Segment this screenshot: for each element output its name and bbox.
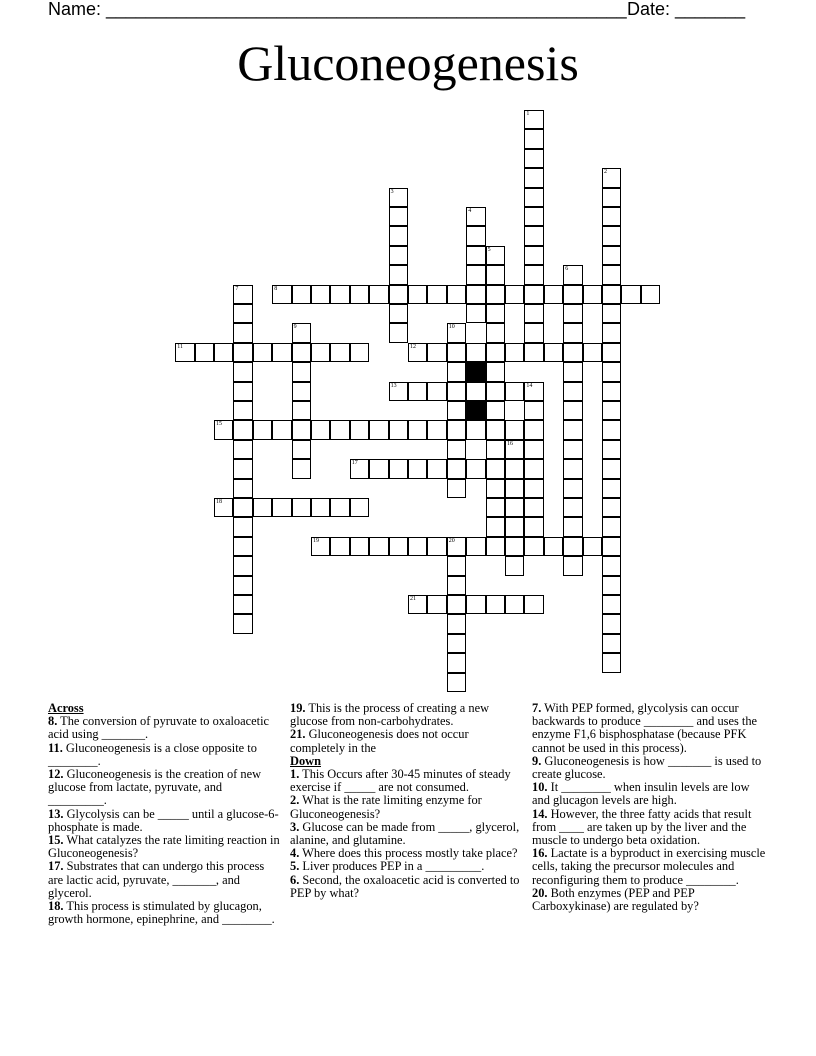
- clue-number: 10: [448, 324, 455, 331]
- down-heading: Down: [290, 753, 321, 768]
- grid-cell[interactable]: [447, 634, 466, 653]
- grid-cell[interactable]: [602, 343, 621, 362]
- grid-cell[interactable]: [466, 459, 485, 478]
- grid-cell[interactable]: [563, 459, 582, 478]
- grid-cell[interactable]: [427, 382, 446, 401]
- grid-cell[interactable]: [486, 479, 505, 498]
- grid-cell[interactable]: [466, 537, 485, 556]
- grid-cell[interactable]: [427, 285, 446, 304]
- grid-cell[interactable]: [292, 285, 311, 304]
- clue-across-15: 15. What catalyzes the rate limiting reaction in Gluconeogenesis?: [48, 833, 280, 861]
- grid-cell[interactable]: [486, 265, 505, 284]
- grid-cell[interactable]: [563, 440, 582, 459]
- grid-cell[interactable]: [408, 595, 427, 614]
- grid-cell[interactable]: [583, 285, 602, 304]
- grid-cell[interactable]: [524, 382, 543, 401]
- grid-cell[interactable]: [389, 382, 408, 401]
- grid-cell[interactable]: [330, 343, 349, 362]
- grid-cell[interactable]: [350, 537, 369, 556]
- clue-number: 14: [526, 382, 533, 389]
- grid-cell[interactable]: [563, 343, 582, 362]
- grid-cell[interactable]: [447, 459, 466, 478]
- grid-cell[interactable]: [602, 246, 621, 265]
- grid-cell[interactable]: [563, 401, 582, 420]
- grid-cell[interactable]: [602, 382, 621, 401]
- grid-cell[interactable]: [486, 323, 505, 342]
- grid-cell[interactable]: [447, 323, 466, 342]
- grid-cell[interactable]: [389, 265, 408, 284]
- grid-cell[interactable]: [253, 343, 272, 362]
- grid-cell[interactable]: [505, 517, 524, 536]
- clue-across-18: 18. This process is stimulated by glucagon, growth hormone, epinephrine, and ________.: [48, 899, 275, 927]
- grid-cell[interactable]: [447, 382, 466, 401]
- grid-cell[interactable]: [427, 420, 446, 439]
- grid-cell[interactable]: [621, 285, 640, 304]
- grid-cell[interactable]: [408, 343, 427, 362]
- grid-cell[interactable]: [292, 382, 311, 401]
- clue-number: 9: [293, 324, 297, 331]
- grid-black-cell: [466, 362, 485, 381]
- grid-cell[interactable]: [292, 498, 311, 517]
- grid-cell[interactable]: [466, 285, 485, 304]
- clue-number: 1: [526, 111, 530, 117]
- grid-cell[interactable]: [466, 265, 485, 284]
- grid-cell[interactable]: [408, 420, 427, 439]
- clue-number: 15: [216, 421, 222, 428]
- grid-cell[interactable]: [292, 343, 311, 362]
- grid-cell[interactable]: [233, 459, 252, 478]
- grid-cell[interactable]: [505, 343, 524, 362]
- grid-cell[interactable]: [233, 556, 252, 575]
- grid-cell[interactable]: [486, 343, 505, 362]
- grid-cell[interactable]: [524, 110, 543, 129]
- grid-cell[interactable]: [524, 323, 543, 342]
- grid-cell[interactable]: [233, 537, 252, 556]
- grid-cell[interactable]: [486, 498, 505, 517]
- grid-cell[interactable]: [486, 304, 505, 323]
- clue-across-21: 21. Gluconeogenesis does not occur completely in the: [290, 727, 469, 755]
- grid-cell[interactable]: [563, 304, 582, 323]
- clue-number: 12: [410, 343, 416, 350]
- clue-across-19: 19. This is the process of creating a new glucose from non-carbohydrates.: [290, 701, 490, 729]
- grid-cell[interactable]: [233, 382, 252, 401]
- grid-cell[interactable]: [427, 459, 446, 478]
- grid-cell[interactable]: [311, 498, 330, 517]
- grid-cell[interactable]: [544, 285, 563, 304]
- grid-cell[interactable]: [175, 343, 194, 362]
- grid-cell[interactable]: [505, 459, 524, 478]
- clue-number: 3: [390, 188, 394, 195]
- grid-cell[interactable]: [447, 440, 466, 459]
- grid-cell[interactable]: [447, 343, 466, 362]
- clue-column-2: [290, 702, 526, 900]
- clue-down-1: 1. This Occurs after 30-45 minutes of steady exercise if _____ are not consumed.: [290, 767, 511, 795]
- grid-cell[interactable]: [524, 304, 543, 323]
- grid-cell[interactable]: [233, 401, 252, 420]
- grid-cell[interactable]: [330, 498, 349, 517]
- clue-down-10: 10. It ________ when insulin levels are low and glucagon levels are high.: [532, 780, 750, 808]
- grid-black-cell: [466, 401, 485, 420]
- grid-cell[interactable]: [486, 362, 505, 381]
- grid-cell[interactable]: [447, 420, 466, 439]
- grid-cell[interactable]: [427, 537, 446, 556]
- clue-down-14: 14. However, the three fatty acids that result from ____ are taken up by the liver and the muscle to undergo beta oxidation.: [532, 806, 752, 848]
- grid-cell[interactable]: [524, 265, 543, 284]
- grid-cell[interactable]: [505, 498, 524, 517]
- grid-cell[interactable]: [486, 285, 505, 304]
- clue-down-7: 7. With PEP formed, glycolysis can occur backwards to produce ________ and uses the enzyme F1,6 bisphosphatase (because PFK cannot be used in this process).: [532, 701, 758, 755]
- grid-cell[interactable]: [602, 595, 621, 614]
- grid-cell[interactable]: [524, 207, 543, 226]
- grid-cell[interactable]: [524, 246, 543, 265]
- grid-cell[interactable]: [233, 285, 252, 304]
- clue-down-6: 6. Second, the oxaloacetic acid is converted to PEP by what?: [290, 872, 520, 900]
- clue-column-3: [532, 702, 768, 913]
- grid-cell[interactable]: [602, 226, 621, 245]
- grid-cell[interactable]: [602, 168, 621, 187]
- grid-cell[interactable]: [408, 285, 427, 304]
- grid-cell[interactable]: [350, 498, 369, 517]
- grid-cell[interactable]: [486, 401, 505, 420]
- grid-cell[interactable]: [602, 556, 621, 575]
- grid-cell[interactable]: [524, 595, 543, 614]
- clue-across-12: 12. Gluconeogenesis is the creation of new glucose from lactate, pyruvate, and _________.: [48, 767, 262, 808]
- grid-cell[interactable]: [350, 420, 369, 439]
- grid-cell[interactable]: [505, 595, 524, 614]
- grid-cell[interactable]: [389, 323, 408, 342]
- grid-cell[interactable]: [369, 537, 388, 556]
- grid-cell[interactable]: [389, 459, 408, 478]
- grid-cell[interactable]: [447, 556, 466, 575]
- grid-cell[interactable]: [524, 168, 543, 187]
- grid-cell[interactable]: [524, 440, 543, 459]
- grid-cell[interactable]: [466, 207, 485, 226]
- clue-number: 2: [604, 169, 607, 176]
- grid-cell[interactable]: [233, 440, 252, 459]
- grid-cell[interactable]: [389, 188, 408, 207]
- grid-cell[interactable]: [486, 537, 505, 556]
- page-title: Gluconeogenesis: [237, 35, 579, 91]
- clue-number: 18: [216, 499, 222, 505]
- clue-number: 13: [390, 382, 397, 389]
- grid-cell[interactable]: [544, 343, 563, 362]
- grid-cell[interactable]: [524, 498, 543, 517]
- grid-cell[interactable]: [272, 420, 291, 439]
- clue-number: 17: [351, 460, 358, 467]
- clue-across-17: 17. Substrates that can undergo this process are lactic acid, pyruvate, _______, and glycerol.: [48, 859, 265, 900]
- grid-cell[interactable]: [563, 285, 582, 304]
- grid-cell[interactable]: [233, 479, 252, 498]
- grid-cell[interactable]: [272, 498, 291, 517]
- grid-cell[interactable]: [524, 401, 543, 420]
- grid-cell[interactable]: [214, 420, 233, 439]
- date-field[interactable]: Date: _______: [627, 0, 746, 19]
- clue-down-5: 5. Liver produces PEP in a _________.: [290, 859, 485, 874]
- grid-cell[interactable]: [544, 537, 563, 556]
- grid-cell[interactable]: [602, 440, 621, 459]
- grid-cell[interactable]: [602, 498, 621, 517]
- grid-cell[interactable]: [602, 265, 621, 284]
- clue-number: 8: [274, 285, 278, 292]
- grid-cell[interactable]: [447, 576, 466, 595]
- grid-cell[interactable]: [408, 537, 427, 556]
- clue-number: 7: [235, 285, 239, 292]
- grid-cell[interactable]: [486, 459, 505, 478]
- grid-cell[interactable]: [195, 343, 214, 362]
- grid-cell[interactable]: [466, 595, 485, 614]
- grid-cell[interactable]: [466, 226, 485, 245]
- grid-cell[interactable]: [486, 382, 505, 401]
- grid-cell[interactable]: [524, 537, 543, 556]
- grid-cell[interactable]: [602, 188, 621, 207]
- grid-cell[interactable]: [389, 304, 408, 323]
- grid-cell[interactable]: [466, 382, 485, 401]
- grid-cell[interactable]: [311, 285, 330, 304]
- grid-cell[interactable]: [233, 420, 252, 439]
- grid-cell[interactable]: [447, 653, 466, 672]
- grid-cell[interactable]: [563, 323, 582, 342]
- clue-number: 11: [177, 343, 183, 350]
- grid-cell[interactable]: [389, 226, 408, 245]
- grid-cell[interactable]: [486, 440, 505, 459]
- grid-cell[interactable]: [602, 614, 621, 633]
- grid-cell[interactable]: [447, 537, 466, 556]
- grid-cell[interactable]: [486, 517, 505, 536]
- grid-cell[interactable]: [563, 537, 582, 556]
- clue-column-1: [48, 702, 280, 926]
- grid-cell[interactable]: [466, 420, 485, 439]
- clue-number: 6: [565, 266, 569, 273]
- grid-cell[interactable]: [505, 440, 524, 459]
- grid-cell[interactable]: [330, 285, 349, 304]
- grid-cell[interactable]: [602, 634, 621, 653]
- grid-cell[interactable]: [447, 595, 466, 614]
- grid-cell[interactable]: [505, 537, 524, 556]
- clue-down-16: 16. Lactate is a byproduct in exercising muscle cells, taking the precursor molecules and reconfiguring them to produce ________.: [532, 846, 766, 887]
- grid-cell[interactable]: [466, 304, 485, 323]
- grid-cell[interactable]: [563, 382, 582, 401]
- grid-cell[interactable]: [447, 479, 466, 498]
- grid-cell[interactable]: [486, 420, 505, 439]
- grid-cell[interactable]: [602, 304, 621, 323]
- grid-cell[interactable]: [292, 459, 311, 478]
- clue-number: 20: [448, 537, 455, 544]
- clue-down-2: 2. What is the rate limiting enzyme for Gluconeogenesis?: [290, 793, 482, 821]
- grid-cell[interactable]: [311, 537, 330, 556]
- grid-cell[interactable]: [602, 459, 621, 478]
- grid-cell[interactable]: [602, 323, 621, 342]
- grid-cell[interactable]: [233, 323, 252, 342]
- grid-cell[interactable]: [214, 498, 233, 517]
- grid-cell[interactable]: [447, 401, 466, 420]
- grid-cell[interactable]: [602, 420, 621, 439]
- grid-cell[interactable]: [447, 362, 466, 381]
- grid-cell[interactable]: [233, 362, 252, 381]
- grid-cell[interactable]: [524, 149, 543, 168]
- grid-cell[interactable]: [563, 362, 582, 381]
- grid-cell[interactable]: [272, 343, 291, 362]
- grid-cell[interactable]: [641, 285, 660, 304]
- grid-cell[interactable]: [486, 246, 505, 265]
- grid-cell[interactable]: [233, 614, 252, 633]
- grid-cell[interactable]: [350, 459, 369, 478]
- clue-across-13: 13. Glycolysis can be _____ until a glucose-6-phosphate is made.: [48, 806, 279, 834]
- grid-cell[interactable]: [447, 285, 466, 304]
- grid-cell[interactable]: [214, 343, 233, 362]
- grid-cell[interactable]: [233, 595, 252, 614]
- grid-cell[interactable]: [505, 556, 524, 575]
- grid-cell[interactable]: [427, 595, 446, 614]
- grid-cell[interactable]: [602, 362, 621, 381]
- grid-cell[interactable]: [602, 285, 621, 304]
- grid-cell[interactable]: [602, 479, 621, 498]
- grid-cell[interactable]: [524, 420, 543, 439]
- grid-cell[interactable]: [272, 285, 291, 304]
- grid-cell[interactable]: [311, 420, 330, 439]
- grid-cell[interactable]: [505, 285, 524, 304]
- across-heading: Across: [48, 701, 84, 715]
- grid-cell[interactable]: [369, 459, 388, 478]
- grid-cell[interactable]: [602, 207, 621, 226]
- clue-number: 5: [487, 246, 491, 253]
- grid-cell[interactable]: [253, 498, 272, 517]
- grid-cell[interactable]: [563, 517, 582, 536]
- clue-number: 19: [313, 537, 319, 544]
- grid-cell[interactable]: [524, 188, 543, 207]
- grid-cell[interactable]: [233, 343, 252, 362]
- name-field[interactable]: Name: ____________________________________________________: [48, 0, 627, 19]
- clue-down-9: 9. Gluconeogenesis is how _______ is used to create glucose.: [532, 753, 762, 782]
- grid-cell[interactable]: [524, 459, 543, 478]
- grid-cell[interactable]: [389, 537, 408, 556]
- clue-number: 21: [410, 596, 416, 602]
- grid-cell[interactable]: [292, 323, 311, 342]
- grid-cell[interactable]: [369, 420, 388, 439]
- grid-cell[interactable]: [330, 537, 349, 556]
- grid-cell[interactable]: [466, 246, 485, 265]
- grid-cell[interactable]: [292, 401, 311, 420]
- grid-cell[interactable]: [408, 459, 427, 478]
- grid-cell[interactable]: [389, 207, 408, 226]
- grid-cell[interactable]: [389, 246, 408, 265]
- grid-cell[interactable]: [505, 420, 524, 439]
- grid-cell[interactable]: [233, 304, 252, 323]
- grid-cell[interactable]: [233, 576, 252, 595]
- grid-cell[interactable]: [427, 343, 446, 362]
- grid-cell[interactable]: [524, 517, 543, 536]
- clue-down-20: 20. Both enzymes (PEP and PEP Carboxykinase) are regulated by?: [532, 885, 699, 914]
- clue-across-8: 8. The conversion of pyruvate to oxaloacetic acid using _______.: [48, 714, 270, 742]
- grid-cell[interactable]: [583, 537, 602, 556]
- grid-cell[interactable]: [350, 343, 369, 362]
- grid-cell[interactable]: [602, 576, 621, 595]
- clue-number: 4: [468, 208, 472, 214]
- grid-cell[interactable]: [447, 673, 466, 692]
- grid-cell[interactable]: [466, 343, 485, 362]
- grid-cell[interactable]: [602, 401, 621, 420]
- grid-cell[interactable]: [563, 498, 582, 517]
- grid-cell[interactable]: [602, 537, 621, 556]
- grid-cell[interactable]: [602, 653, 621, 672]
- grid-cell[interactable]: [389, 285, 408, 304]
- grid-cell[interactable]: [524, 285, 543, 304]
- grid-cell[interactable]: [486, 595, 505, 614]
- clue-down-4: 4. Where does this process mostly take place?: [290, 846, 518, 861]
- grid-cell[interactable]: [292, 362, 311, 381]
- grid-cell[interactable]: [330, 420, 349, 439]
- clue-down-3: 3. Glucose can be made from _____, glycerol, alanine, and glutamine.: [290, 819, 520, 848]
- grid-cell[interactable]: [563, 420, 582, 439]
- grid-cell[interactable]: [369, 285, 388, 304]
- clue-number: 16: [507, 440, 513, 447]
- grid-cell[interactable]: [563, 265, 582, 284]
- grid-cell[interactable]: [505, 382, 524, 401]
- grid-cell[interactable]: [389, 420, 408, 439]
- grid-cell[interactable]: [311, 343, 330, 362]
- grid-cell[interactable]: [563, 556, 582, 575]
- grid-cell[interactable]: [233, 517, 252, 536]
- grid-cell[interactable]: [563, 479, 582, 498]
- grid-cell[interactable]: [408, 382, 427, 401]
- grid-cell[interactable]: [350, 285, 369, 304]
- grid-cell[interactable]: [524, 226, 543, 245]
- grid-cell[interactable]: [292, 420, 311, 439]
- grid-cell[interactable]: [602, 517, 621, 536]
- grid-cell[interactable]: [292, 440, 311, 459]
- grid-cell[interactable]: [233, 498, 252, 517]
- grid-cell[interactable]: [583, 343, 602, 362]
- grid-cell[interactable]: [524, 343, 543, 362]
- grid-cell[interactable]: [447, 614, 466, 633]
- grid-cell[interactable]: [524, 479, 543, 498]
- grid-cell[interactable]: [524, 129, 543, 148]
- grid-cell[interactable]: [253, 420, 272, 439]
- clue-across-11: 11. Gluconeogenesis is a close opposite to ________.: [48, 740, 257, 768]
- grid-cell[interactable]: [505, 479, 524, 498]
